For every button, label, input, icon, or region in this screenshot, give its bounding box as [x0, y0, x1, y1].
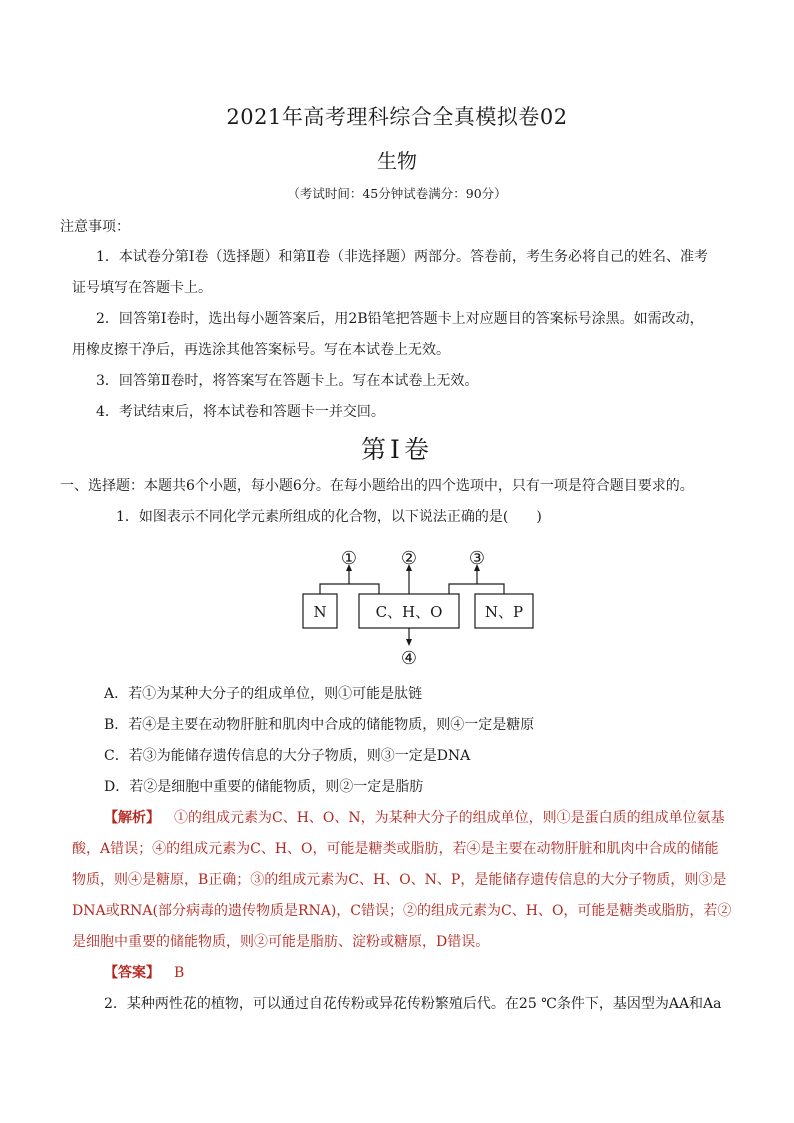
box-cho-label: C、H、O — [375, 603, 443, 621]
analysis-label: 【解析】 — [104, 810, 160, 826]
notice-heading: 注意事项： — [60, 219, 130, 235]
notice-item: 证号填写在答题卡上。 — [72, 280, 212, 296]
exam-title: 2021年高考理科综合全真模拟卷02 — [226, 105, 568, 129]
notice-item: 用橡皮擦干净后，再选涂其他答案标号。写在本试卷上无效。 — [72, 342, 450, 358]
notice-item: 3．回答第Ⅱ卷时，将答案写在答题卡上。写在本试卷上无效。 — [96, 373, 479, 389]
option-c: C．若③为能储存遗传信息的大分子物质，则③一定是DNA — [104, 748, 471, 764]
answer-label: 【答案】 — [104, 965, 160, 981]
option-a: A．若①为某种大分子的组成单位，则①可能是肽链 — [104, 686, 423, 702]
exam-meta: （考试时间：45分钟试卷满分：90分） — [287, 186, 507, 201]
marker-4: ④ — [400, 648, 418, 669]
connector-3 — [449, 584, 504, 594]
box-n-label: N — [313, 603, 327, 621]
section-title: 第Ⅰ卷 — [361, 435, 433, 464]
marker-1: ① — [340, 548, 358, 569]
question-1-stem: 1．如图表示不同化学元素所组成的化合物，以下说法正确的是( ) — [116, 509, 542, 525]
analysis-text: DNA或RNA(部分病毒的遗传物质是RNA)，C错误；②的组成元素为C、H、O，可能是糖类或脂肪，若② — [72, 903, 732, 919]
element-compound-diagram — [287, 540, 547, 675]
connector-1 — [320, 584, 379, 594]
analysis-text: ①的组成元素为C、H、O、N，为某种大分子的组成单位，则①是蛋白质的组成单位氨基 — [174, 810, 725, 826]
notice-item: 2．回答第Ⅰ卷时，选出每小题答案后，用2B铅笔把答题卡上对应题目的答案标号涂黑。如需改动， — [96, 311, 704, 327]
question-2-stem: 2．某种两性花的植物，可以通过自花传粉或异花传粉繁殖后代。在25 ℃条件下，基因型为AA和Aa — [104, 996, 722, 1012]
answer-line — [104, 963, 184, 983]
option-d: D．若②是细胞中重要的储能物质，则②一定是脂肪 — [104, 779, 424, 795]
marker-3: ③ — [468, 548, 486, 569]
analysis-text: 是细胞中重要的储能物质，则②可能是脂肪、淀粉或糖原，D错误。 — [72, 934, 490, 950]
analysis-first-line — [104, 808, 725, 828]
analysis-text: 酸，A错误；④的组成元素为C、H、O，可能是糖类或脂肪，若④是主要在动物肝脏和肌肉中合成的储能 — [72, 841, 719, 857]
box-np-label: N、P — [484, 603, 524, 621]
analysis-text: 物质，则④是糖原，B正确；③的组成元素为C、H、O、N、P，是能储存遗传信息的大分子物质，则③是 — [72, 872, 727, 888]
notice-item: 4．考试结束后，将本试卷和答题卡一并交回。 — [96, 404, 385, 420]
section-instruction: 一、选择题：本题共6个小题，每小题6分。在每小题给出的四个选项中，只有一项是符合题目要求的。 — [60, 478, 694, 494]
answer-value: B — [174, 965, 185, 981]
option-b: B．若④是主要在动物肝脏和肌肉中合成的储能物质，则④一定是糖原 — [104, 717, 535, 733]
subject-title: 生物 — [377, 149, 417, 173]
marker-2: ② — [400, 548, 418, 569]
notice-item: 1．本试卷分第Ⅰ卷（选择题）和第Ⅱ卷（非选择题）两部分。答卷前，考生务必将自己的姓名、准考 — [96, 249, 708, 265]
